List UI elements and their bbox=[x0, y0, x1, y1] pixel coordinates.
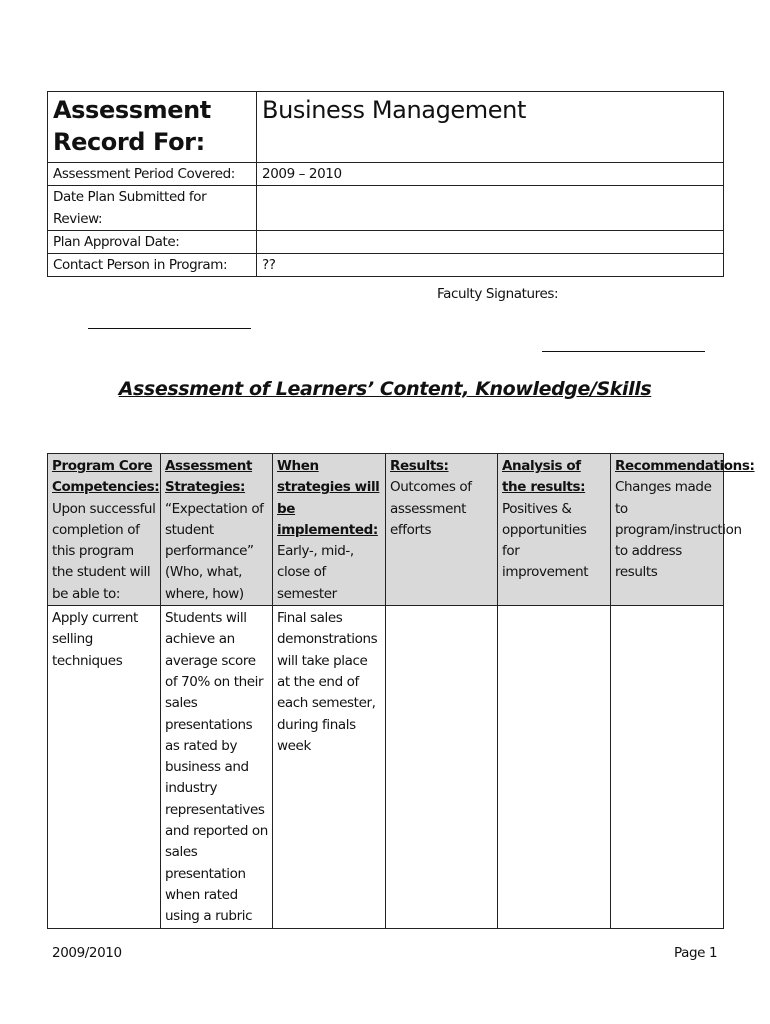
header-row-period bbox=[48, 163, 724, 186]
cell-results bbox=[386, 606, 498, 928]
approval-label: Plan Approval Date: bbox=[48, 231, 257, 254]
column-heading: Analysis of the results: bbox=[502, 458, 586, 496]
submitted-value bbox=[257, 186, 724, 231]
cell-strategy: Students will achieve an average score of 70% on their sales presentations as rated by business and industry representatives and reported on sales presentation when rated using a rubric bbox=[161, 606, 273, 928]
column-heading: Program Core Competencies: bbox=[52, 458, 160, 496]
cell-when: Final sales demonstrations will take place at the end of each semester, during finals week bbox=[273, 606, 386, 928]
signature-line-2 bbox=[542, 351, 705, 352]
column-description: Upon successful completion of this program the student will be able to: bbox=[52, 500, 156, 602]
contact-value: ?? bbox=[257, 254, 724, 277]
program-name: Business Management bbox=[257, 92, 724, 163]
column-heading: Recommendations: bbox=[615, 458, 755, 474]
column-description: Positives & opportunities for improvement bbox=[502, 500, 589, 581]
cell-competency: Apply current selling techniques bbox=[48, 606, 161, 928]
header-row-approval bbox=[48, 231, 724, 254]
cell-analysis bbox=[498, 606, 611, 928]
header-title-row bbox=[48, 92, 724, 163]
table-row bbox=[48, 606, 724, 928]
contact-label: Contact Person in Program: bbox=[48, 254, 257, 277]
column-header-results bbox=[386, 454, 498, 606]
column-header-when bbox=[273, 454, 386, 606]
header-row-contact bbox=[48, 254, 724, 277]
period-label: Assessment Period Covered: bbox=[48, 163, 257, 186]
record-title-label: Assessment Record For: bbox=[48, 92, 257, 163]
column-header-competencies bbox=[48, 454, 161, 606]
column-header-recommendations bbox=[611, 454, 755, 606]
faculty-signatures-label: Faculty Signatures: bbox=[437, 286, 559, 302]
column-description: Changes made to program/instruction to address results bbox=[615, 479, 742, 581]
table-header-row bbox=[48, 454, 724, 606]
footer-page-number: Page 1 bbox=[674, 945, 718, 961]
column-heading: Assessment Strategies: bbox=[165, 458, 253, 496]
column-heading: When strategies will be implemented: bbox=[277, 458, 380, 538]
column-description: Early-, mid-, close of semester bbox=[277, 543, 354, 602]
column-header-strategies bbox=[161, 454, 273, 606]
cell-recommendations bbox=[611, 606, 724, 928]
submitted-label: Date Plan Submitted for Review: bbox=[48, 186, 257, 231]
column-description: Outcomes of assessment efforts bbox=[390, 479, 472, 538]
period-value: 2009 – 2010 bbox=[257, 163, 724, 186]
approval-value bbox=[257, 231, 724, 254]
section-heading: Assessment of Learners’ Content, Knowledge/Skills bbox=[118, 378, 652, 400]
column-header-analysis bbox=[498, 454, 611, 606]
signature-line-1 bbox=[88, 328, 251, 329]
assessment-table bbox=[47, 453, 755, 929]
header-row-submitted bbox=[48, 186, 724, 231]
assessment-record-header-table bbox=[47, 91, 724, 277]
footer-year: 2009/2010 bbox=[52, 945, 122, 961]
column-description: “Expectation of student performance” (Who, what, where, how) bbox=[165, 500, 264, 602]
column-heading: Results: bbox=[390, 458, 449, 474]
